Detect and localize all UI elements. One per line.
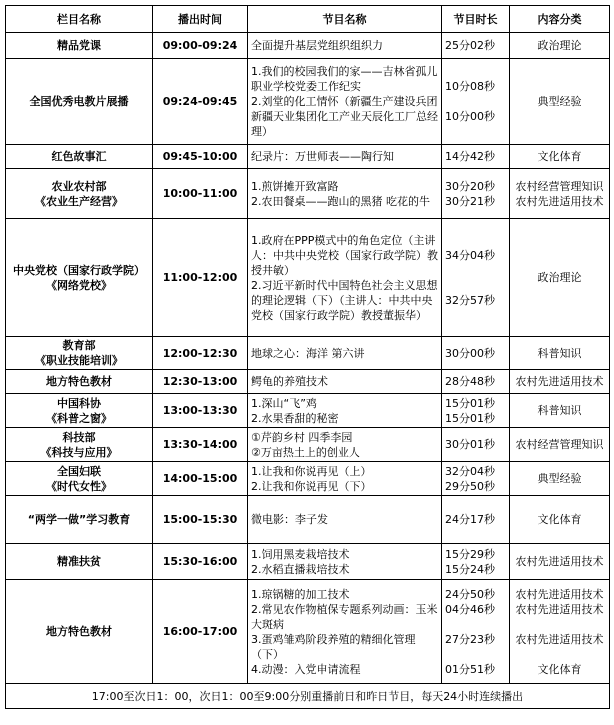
row-column-name: 地方特色教材 (6, 370, 153, 394)
row-column-name: 精品党课 (6, 33, 153, 59)
row-time: 13:30-14:00 (153, 428, 248, 462)
header-row (6, 6, 610, 33)
row-category: 典型经验 (510, 59, 610, 145)
row-category: 政治理论 (510, 219, 610, 337)
row-program: 1.深山“飞”鸡 2.水果香甜的秘密 (248, 394, 442, 428)
row-time: 09:24-09:45 (153, 59, 248, 145)
header-program-name: 节目名称 (248, 6, 442, 33)
row-category: 科普知识 (510, 337, 610, 370)
table-row (6, 59, 610, 145)
row-program: 1.煎饼摊开致富路 2.农田餐桌——跑山的黑猪 吃花的牛 (248, 169, 442, 219)
row-column-name: 红色故事汇 (6, 145, 153, 169)
row-duration: 10分08秒 10分00秒 (442, 59, 510, 145)
row-column-name: 中国科协 《科普之窗》 (6, 394, 153, 428)
row-column-name: 全国优秀电教片展播 (6, 59, 153, 145)
header-category: 内容分类 (510, 6, 610, 33)
schedule-table (5, 5, 610, 709)
row-program: 鳄龟的养殖技术 (248, 370, 442, 394)
row-program: 全面提升基层党组织组织力 (248, 33, 442, 59)
footer-note: 17:00至次日1：00，次日1：00至9:00分别重播前日和昨日节目，每天24小时连续播出 (6, 684, 610, 709)
row-program: ①芹韵乡村 四季李园 ②万亩热土上的创业人 (248, 428, 442, 462)
row-program: 1.政府在PPP模式中的角色定位（主讲人：中共中央党校（国家行政学院）教授井敏） 2.习近平新时代中国特色社会主义思想的理论逻辑（下）（主讲人：中共中央党校（国家行政学院）教授董振华） (248, 219, 442, 337)
header-duration: 节目时长 (442, 6, 510, 33)
table-row (6, 544, 610, 580)
footer-row (6, 684, 610, 709)
row-category: 农村经营管理知识 (510, 428, 610, 462)
row-time: 09:45-10:00 (153, 145, 248, 169)
table-row (6, 580, 610, 684)
row-category: 农村先进适用技术 (510, 544, 610, 580)
row-program: 1.我们的校园我们的家——吉林省孤儿职业学校党委工作纪实 2.刘堂的化工情怀（新疆生产建设兵团新疆天业集团化工产业天辰化工厂总经理） (248, 59, 442, 145)
row-time: 12:00-12:30 (153, 337, 248, 370)
table-row (6, 145, 610, 169)
row-duration: 15分29秒 15分24秒 (442, 544, 510, 580)
row-duration: 34分04秒 32分57秒 (442, 219, 510, 337)
row-column-name: 全国妇联 《时代女性》 (6, 462, 153, 496)
row-time: 12:30-13:00 (153, 370, 248, 394)
row-category: 文化体育 (510, 496, 610, 544)
table-row (6, 337, 610, 370)
row-duration: 15分01秒 15分01秒 (442, 394, 510, 428)
row-column-name: 地方特色教材 (6, 580, 153, 684)
row-duration: 25分02秒 (442, 33, 510, 59)
row-category: 典型经验 (510, 462, 610, 496)
row-duration: 14分42秒 (442, 145, 510, 169)
table-row (6, 370, 610, 394)
header-column-name: 栏目名称 (6, 6, 153, 33)
row-column-name: 教育部 《职业技能培训》 (6, 337, 153, 370)
row-time: 13:00-13:30 (153, 394, 248, 428)
row-time: 09:00-09:24 (153, 33, 248, 59)
row-program: 1.饲用黑麦栽培技术 2.水稻直播栽培技术 (248, 544, 442, 580)
table-row (6, 219, 610, 337)
row-column-name: 中央党校（国家行政学院） 《网络党校》 (6, 219, 153, 337)
row-duration: 30分00秒 (442, 337, 510, 370)
table-row (6, 33, 610, 59)
table-row (6, 394, 610, 428)
row-time: 15:30-16:00 (153, 544, 248, 580)
row-duration: 24分17秒 (442, 496, 510, 544)
row-program: 纪录片：万世师表——陶行知 (248, 145, 442, 169)
row-time: 15:00-15:30 (153, 496, 248, 544)
table-row (6, 428, 610, 462)
row-duration: 28分48秒 (442, 370, 510, 394)
row-category: 农村先进适用技术 农村先进适用技术 农村先进适用技术 文化体育 (510, 580, 610, 684)
row-category: 农村经营管理知识 农村先进适用技术 (510, 169, 610, 219)
row-time: 11:00-12:00 (153, 219, 248, 337)
row-duration: 30分20秒 30分21秒 (442, 169, 510, 219)
row-program: 1.让我和你说再见（上） 2.让我和你说再见（下） (248, 462, 442, 496)
row-category: 农村先进适用技术 (510, 370, 610, 394)
table-row (6, 496, 610, 544)
row-duration: 24分50秒 04分46秒 27分23秒 01分51秒 (442, 580, 510, 684)
row-column-name: 农业农村部 《农业生产经营》 (6, 169, 153, 219)
row-category: 政治理论 (510, 33, 610, 59)
row-time: 16:00-17:00 (153, 580, 248, 684)
row-duration: 30分01秒 (442, 428, 510, 462)
row-time: 14:00-15:00 (153, 462, 248, 496)
row-category: 文化体育 (510, 145, 610, 169)
row-time: 10:00-11:00 (153, 169, 248, 219)
row-program: 微电影：李子发 (248, 496, 442, 544)
row-program: 1.琼锅糖的加工技术 2.常见农作物植保专题系列动画：玉米大斑病 3.蛋鸡雏鸡阶段养殖的精细化管理（下） 4.动漫：入党申请流程 (248, 580, 442, 684)
row-column-name: 精准扶贫 (6, 544, 153, 580)
header-air-time: 播出时间 (153, 6, 248, 33)
table-row (6, 169, 610, 219)
row-column-name: “两学一做”学习教育 (6, 496, 153, 544)
row-column-name: 科技部 《科技与应用》 (6, 428, 153, 462)
row-category: 科普知识 (510, 394, 610, 428)
row-duration: 32分04秒 29分50秒 (442, 462, 510, 496)
table-row (6, 462, 610, 496)
row-program: 地球之心：海洋 第六讲 (248, 337, 442, 370)
